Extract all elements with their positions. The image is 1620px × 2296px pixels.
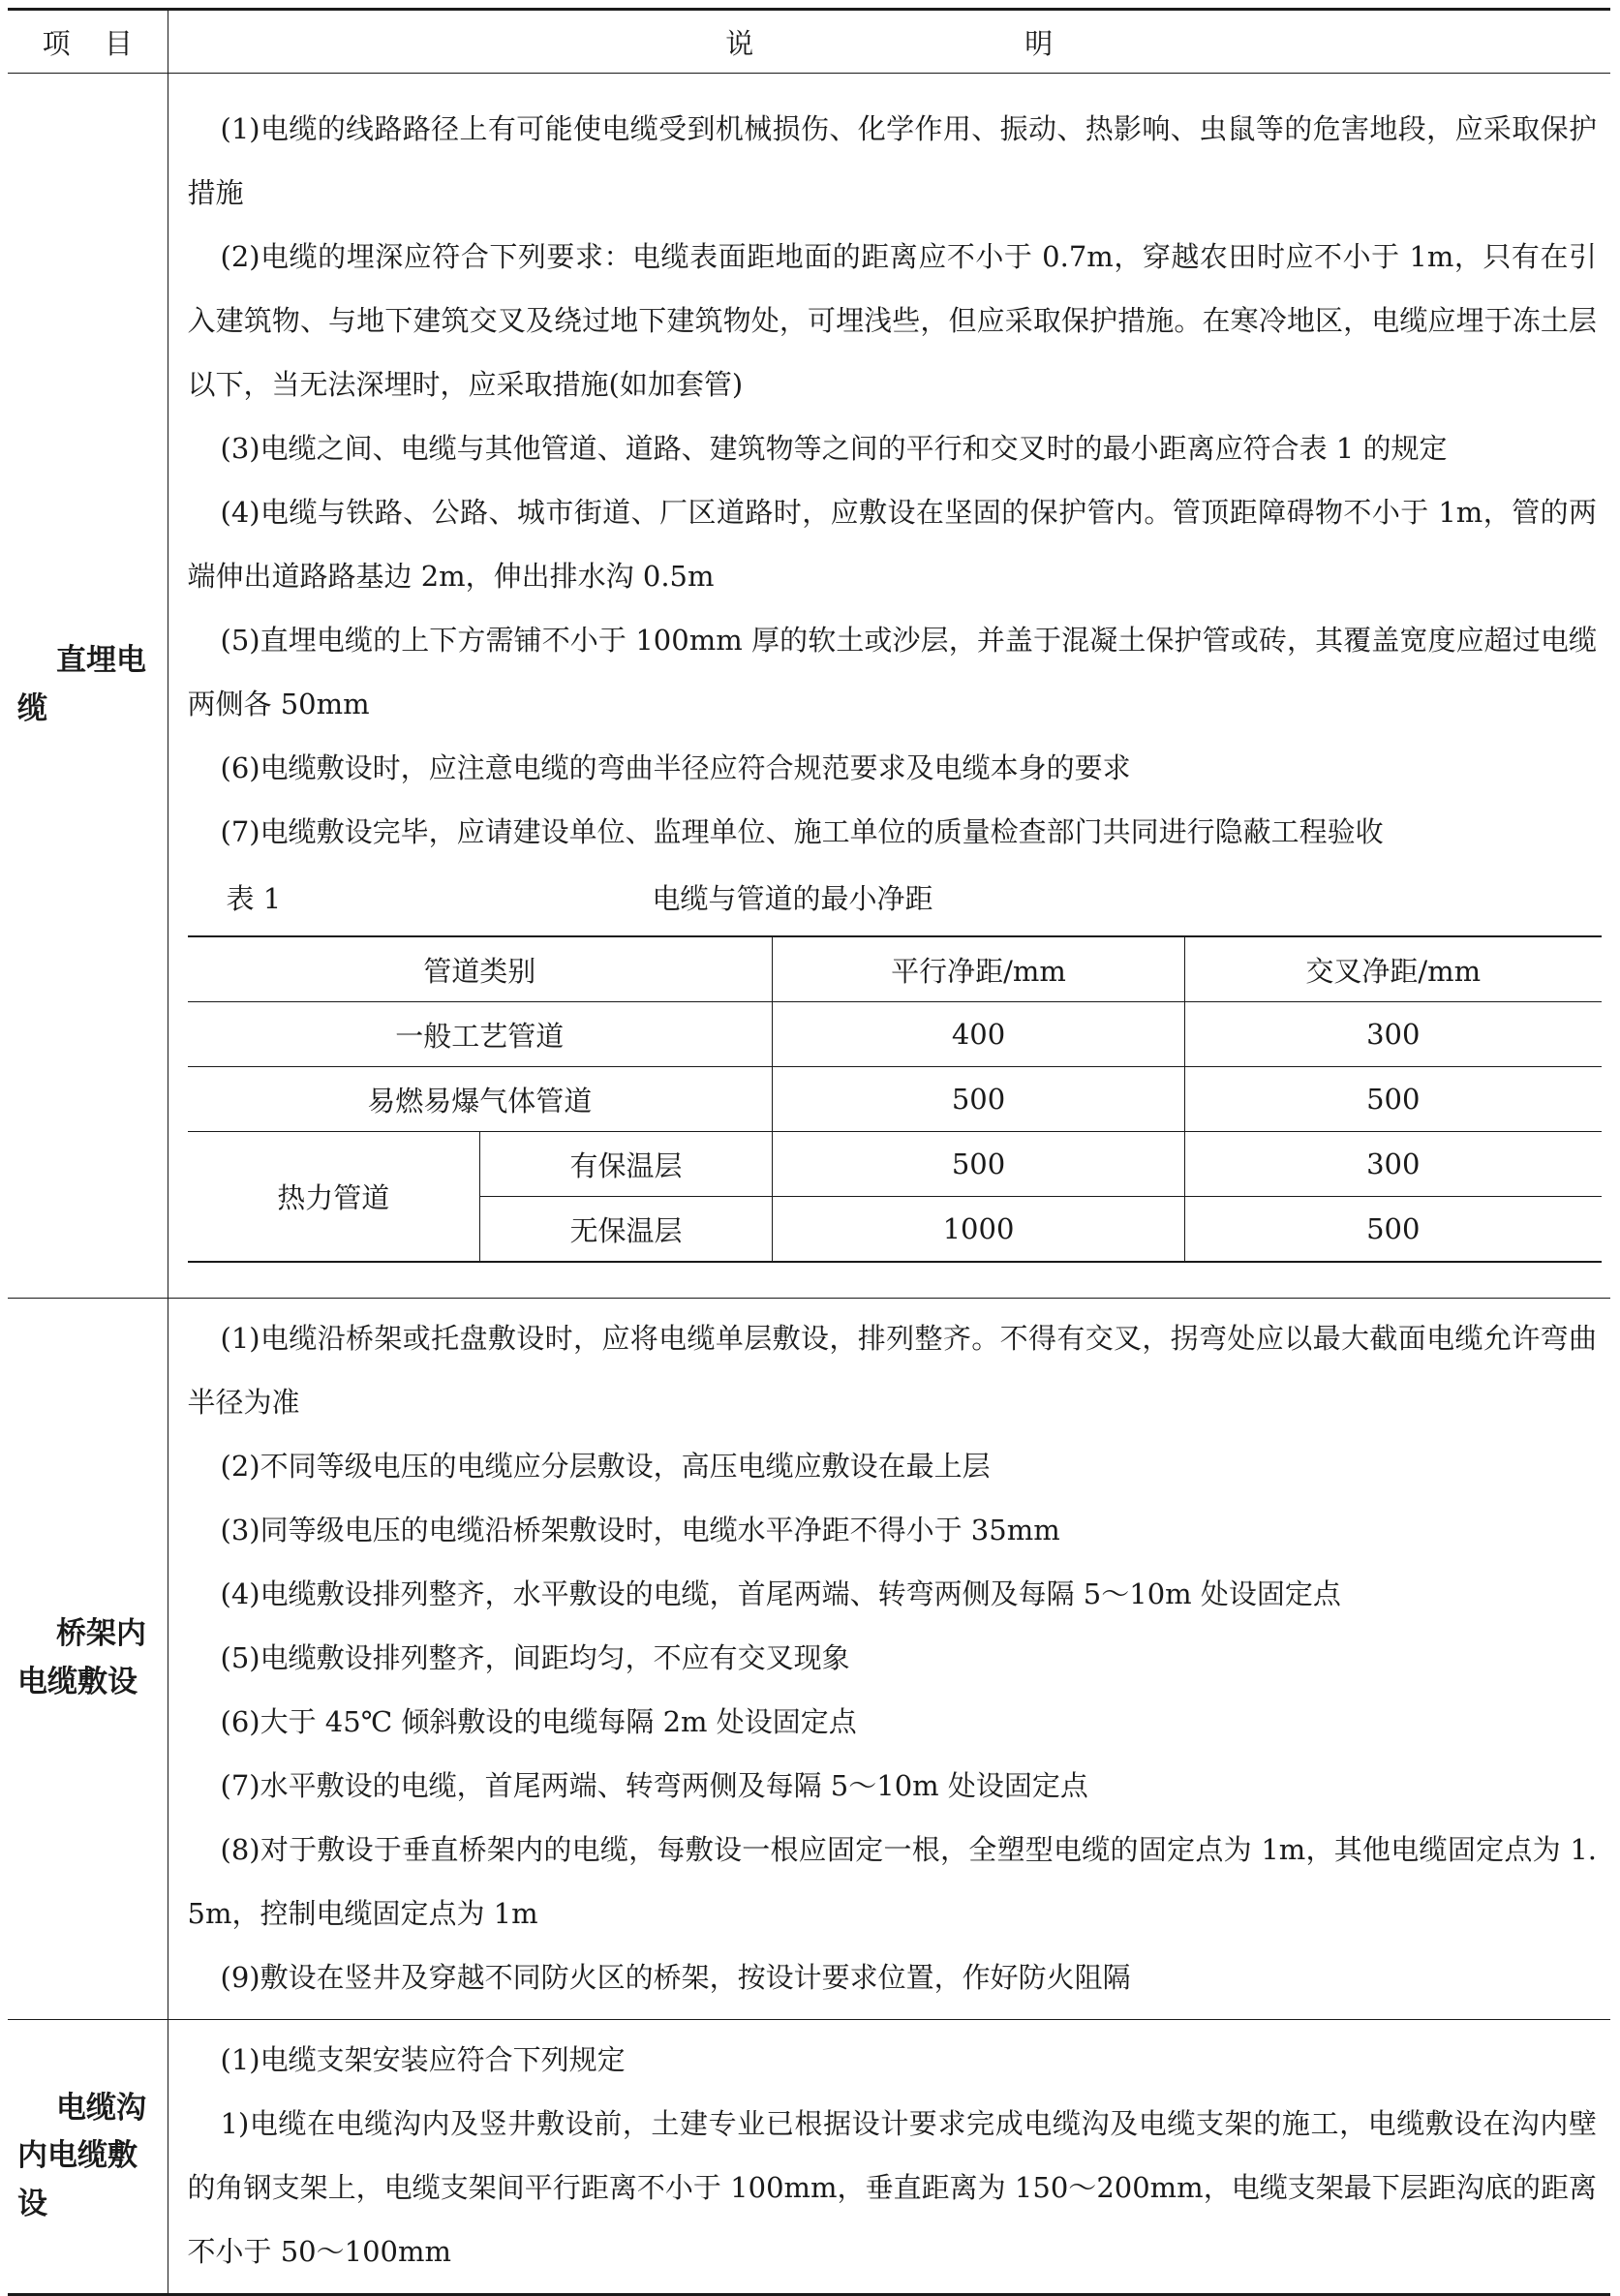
header-item: 项 目 — [8, 10, 168, 74]
pipe-type-cell: 易燃易爆气体管道 — [188, 1067, 773, 1132]
paragraph: (1)电缆的线路路径上有可能使电缆受到机械损伤、化学作用、振动、热影响、虫鼠等的危害地段，应采取保护措施 — [187, 112, 1597, 209]
paragraph: (6)大于 45℃ 倾斜敷设的电缆每隔 2m 处设固定点 — [220, 1705, 857, 1738]
paragraph: (3)电缆之间、电缆与其他管道、道路、建筑物等之间的平行和交叉时的最小距离应符合表 1 的规定 — [220, 432, 1448, 465]
section-cable-tray-laying — [8, 1299, 1610, 2020]
min-distance-header-row — [188, 936, 1602, 1002]
parallel-distance-cell: 400 — [773, 1002, 1185, 1067]
col-header-parallel: 平行净距/mm — [773, 936, 1185, 1002]
pipe-subtype-cell: 有保温层 — [480, 1132, 773, 1197]
section-label: 桥架内 电缆敷设 — [8, 1299, 168, 2020]
section-direct-buried-cable — [8, 74, 1610, 1299]
parallel-distance-cell: 1000 — [773, 1197, 1185, 1263]
table-title: 电缆与管道的最小净距 — [652, 881, 933, 915]
pipe-subtype-cell: 无保温层 — [480, 1197, 773, 1263]
cross-distance-cell: 500 — [1185, 1067, 1602, 1132]
parallel-distance-cell: 500 — [773, 1067, 1185, 1132]
min-distance-table — [188, 935, 1602, 1263]
cross-distance-cell: 300 — [1185, 1132, 1602, 1197]
paragraph: (2)不同等级电压的电缆应分层敷设，高压电缆应敷设在最上层 — [220, 1450, 991, 1483]
section-cable-trench-laying — [8, 2020, 1610, 2295]
section-content — [168, 1299, 1610, 2020]
col-header-cross: 交叉净距/mm — [1185, 936, 1602, 1002]
paragraph: (3)同等级电压的电缆沿桥架敷设时，电缆水平净距不得小于 35mm — [220, 1514, 1060, 1546]
paragraph: (4)电缆敷设排列整齐，水平敷设的电缆，首尾两端、转弯两侧及每隔 5～10m 处设固定点 — [220, 1577, 1341, 1610]
document-page — [8, 8, 1610, 2288]
paragraph: (1)电缆沿桥架或托盘敷设时，应将电缆单层敷设，排列整齐。不得有交叉，拐弯处应以最大截面电缆允许弯曲半径为准 — [187, 1322, 1597, 1419]
paragraph: (4)电缆与铁路、公路、城市街道、厂区道路时，应敷设在坚固的保护管内。管顶距障碍物不小于 1m，管的两端伸出道路路基边 2m，伸出排水沟 0.5m — [187, 496, 1597, 593]
cross-distance-cell: 500 — [1185, 1197, 1602, 1263]
table-row — [188, 1002, 1602, 1067]
paragraph: (5)直埋电缆的上下方需铺不小于 100mm 厚的软土或沙层，并盖于混凝土保护管或砖，其覆盖宽度应超过电缆两侧各 50mm — [187, 624, 1597, 720]
header-desc-left: 说 — [725, 26, 754, 60]
cross-distance-cell: 300 — [1185, 1002, 1602, 1067]
section-label: 电缆沟 内电缆敷设 — [8, 2020, 168, 2295]
section-content — [168, 74, 1610, 1299]
pipe-type-cell: 一般工艺管道 — [188, 1002, 773, 1067]
pipe-type-group-cell: 热力管道 — [188, 1132, 480, 1263]
paragraph: (7)电缆敷设完毕，应请建设单位、监理单位、施工单位的质量检查部门共同进行隐蔽工程验收 — [220, 815, 1384, 848]
paragraph: (7)水平敷设的电缆，首尾两端、转弯两侧及每隔 5～10m 处设固定点 — [220, 1769, 1088, 1802]
table-row — [188, 1132, 1602, 1197]
header-description — [168, 10, 1610, 74]
table-caption — [188, 864, 1598, 930]
section-content — [168, 2020, 1610, 2295]
paragraph: 1)电缆在电缆沟内及竖井敷设前，土建专业已根据设计要求完成电缆沟及电缆支架的施工，电缆敷设在沟内壁的角钢支架上，电缆支架间平行距离不小于 100mm，垂直距离为 150～200mm，电缆支架最下层距沟底的距离不小于 50～100mm — [187, 2107, 1597, 2268]
paragraph: (2)电缆的埋深应符合下列要求：电缆表面距地面的距离应不小于 0.7m，穿越农田时应不小于 1m，只有在引入建筑物、与地下建筑交叉及绕过地下建筑物处，可埋浅些，但应采取保护措施。在寒冷地区，电缆应埋于冻土层以下，当无法深埋时，应采取措施(如加套管) — [187, 240, 1597, 401]
table-number: 表 1 — [226, 881, 282, 915]
construction-spec-table — [8, 8, 1610, 2296]
paragraph: (9)敷设在竖井及穿越不同防火区的桥架，按设计要求位置，作好防火阻隔 — [220, 1961, 1131, 1994]
paragraph: (1)电缆支架安装应符合下列规定 — [220, 2043, 626, 2076]
header-row — [8, 10, 1610, 74]
table-row — [188, 1067, 1602, 1132]
header-desc-right: 明 — [1024, 26, 1054, 60]
col-header-type: 管道类别 — [188, 936, 773, 1002]
paragraph: (5)电缆敷设排列整齐，间距均匀，不应有交叉现象 — [220, 1641, 850, 1674]
paragraph: (8)对于敷设于垂直桥架内的电缆，每敷设一根应固定一根，全塑型电缆的固定点为 1m，其他电缆固定点为 1.5m，控制电缆固定点为 1m — [187, 1833, 1597, 1930]
parallel-distance-cell: 500 — [773, 1132, 1185, 1197]
paragraph: (6)电缆敷设时，应注意电缆的弯曲半径应符合规范要求及电缆本身的要求 — [220, 751, 1131, 784]
section-label: 直埋电 缆 — [8, 74, 168, 1299]
